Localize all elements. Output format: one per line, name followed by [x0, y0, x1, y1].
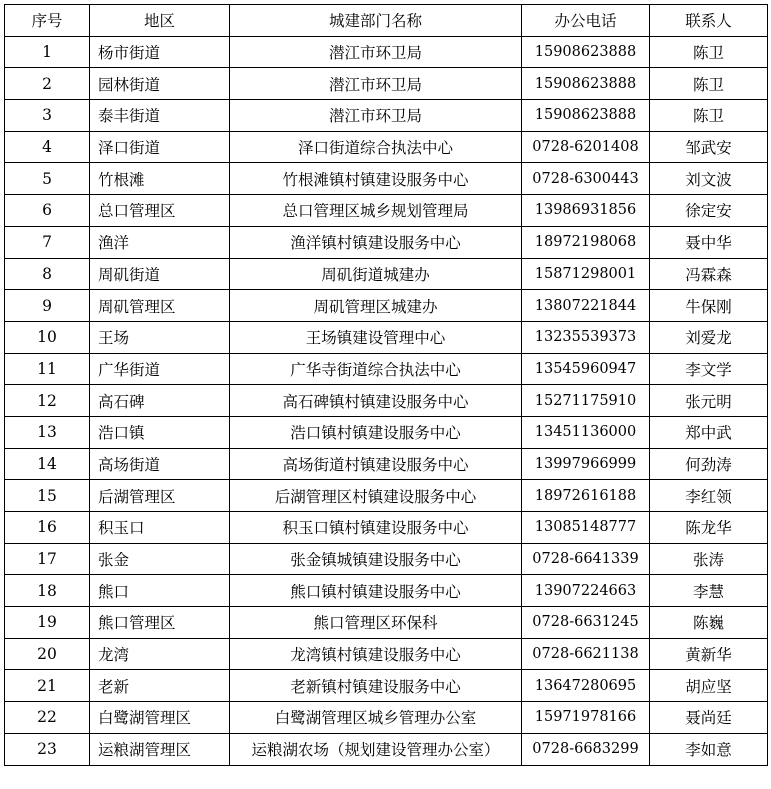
- cell-index: 14: [5, 448, 90, 480]
- header-index: 序号: [5, 5, 90, 37]
- cell-department: 周矶街道城建办: [230, 258, 522, 290]
- table-row: [5, 733, 768, 765]
- cell-phone: 13235539373: [522, 321, 650, 353]
- cell-phone: 15908623888: [522, 68, 650, 100]
- cell-department: 后湖管理区村镇建设服务中心: [230, 480, 522, 512]
- table-row: [5, 638, 768, 670]
- cell-index: 8: [5, 258, 90, 290]
- cell-contact: 陈卫: [650, 100, 768, 132]
- cell-index: 15: [5, 480, 90, 512]
- cell-phone: 0728-6621138: [522, 638, 650, 670]
- cell-contact: 张涛: [650, 543, 768, 575]
- table-row: [5, 195, 768, 227]
- cell-index: 20: [5, 638, 90, 670]
- cell-area: 王场: [90, 321, 230, 353]
- table-row: [5, 543, 768, 575]
- table-row: [5, 416, 768, 448]
- table-row: [5, 321, 768, 353]
- cell-department: 总口管理区城乡规划管理局: [230, 195, 522, 227]
- cell-phone: 0728-6641339: [522, 543, 650, 575]
- cell-area: 泽口街道: [90, 131, 230, 163]
- cell-area: 杨市街道: [90, 36, 230, 68]
- cell-contact: 李慧: [650, 575, 768, 607]
- cell-index: 23: [5, 733, 90, 765]
- header-area: 地区: [90, 5, 230, 37]
- cell-phone: 13997966999: [522, 448, 650, 480]
- cell-area: 园林街道: [90, 68, 230, 100]
- cell-index: 9: [5, 290, 90, 322]
- header-row: [5, 5, 768, 37]
- cell-area: 白鹭湖管理区: [90, 702, 230, 734]
- cell-area: 周矶街道: [90, 258, 230, 290]
- cell-contact: 郑中武: [650, 416, 768, 448]
- cell-phone: 0728-6683299: [522, 733, 650, 765]
- cell-index: 6: [5, 195, 90, 227]
- cell-contact: 黄新华: [650, 638, 768, 670]
- cell-area: 高石碑: [90, 385, 230, 417]
- table-row: [5, 670, 768, 702]
- cell-phone: 15908623888: [522, 36, 650, 68]
- cell-contact: 胡应坚: [650, 670, 768, 702]
- cell-contact: 刘爱龙: [650, 321, 768, 353]
- cell-department: 高石碑镇村镇建设服务中心: [230, 385, 522, 417]
- cell-index: 5: [5, 163, 90, 195]
- cell-department: 王场镇建设管理中心: [230, 321, 522, 353]
- cell-index: 19: [5, 607, 90, 639]
- cell-index: 12: [5, 385, 90, 417]
- cell-department: 竹根滩镇村镇建设服务中心: [230, 163, 522, 195]
- cell-department: 渔洋镇村镇建设服务中心: [230, 226, 522, 258]
- cell-department: 浩口镇村镇建设服务中心: [230, 416, 522, 448]
- table-row: [5, 163, 768, 195]
- cell-department: 泽口街道综合执法中心: [230, 131, 522, 163]
- table-row: [5, 36, 768, 68]
- cell-department: 龙湾镇村镇建设服务中心: [230, 638, 522, 670]
- table-row: [5, 512, 768, 544]
- cell-area: 竹根滩: [90, 163, 230, 195]
- cell-contact: 李文学: [650, 353, 768, 385]
- cell-area: 高场街道: [90, 448, 230, 480]
- cell-contact: 李红领: [650, 480, 768, 512]
- cell-contact: 聂中华: [650, 226, 768, 258]
- cell-department: 潜江市环卫局: [230, 100, 522, 132]
- header-phone: 办公电话: [522, 5, 650, 37]
- cell-department: 积玉口镇村镇建设服务中心: [230, 512, 522, 544]
- cell-contact: 陈卫: [650, 68, 768, 100]
- cell-area: 总口管理区: [90, 195, 230, 227]
- cell-phone: 0728-6631245: [522, 607, 650, 639]
- cell-phone: 15971978166: [522, 702, 650, 734]
- cell-department: 运粮湖农场（规划建设管理办公室）: [230, 733, 522, 765]
- cell-phone: 13647280695: [522, 670, 650, 702]
- cell-contact: 聂尚廷: [650, 702, 768, 734]
- cell-phone: 13986931856: [522, 195, 650, 227]
- cell-area: 熊口管理区: [90, 607, 230, 639]
- cell-index: 17: [5, 543, 90, 575]
- cell-index: 21: [5, 670, 90, 702]
- cell-phone: 13085148777: [522, 512, 650, 544]
- cell-contact: 刘文波: [650, 163, 768, 195]
- cell-index: 7: [5, 226, 90, 258]
- cell-department: 老新镇村镇建设服务中心: [230, 670, 522, 702]
- cell-department: 张金镇城镇建设服务中心: [230, 543, 522, 575]
- table-row: [5, 448, 768, 480]
- header-contact: 联系人: [650, 5, 768, 37]
- cell-contact: 牛保刚: [650, 290, 768, 322]
- cell-index: 1: [5, 36, 90, 68]
- table-row: [5, 702, 768, 734]
- cell-department: 潜江市环卫局: [230, 68, 522, 100]
- table-row: [5, 353, 768, 385]
- cell-area: 后湖管理区: [90, 480, 230, 512]
- cell-area: 运粮湖管理区: [90, 733, 230, 765]
- cell-department: 广华寺街道综合执法中心: [230, 353, 522, 385]
- table-body: [5, 36, 768, 765]
- cell-area: 熊口: [90, 575, 230, 607]
- cell-index: 16: [5, 512, 90, 544]
- table-row: [5, 226, 768, 258]
- cell-index: 18: [5, 575, 90, 607]
- table-row: [5, 131, 768, 163]
- cell-contact: 陈龙华: [650, 512, 768, 544]
- cell-index: 3: [5, 100, 90, 132]
- table-row: [5, 100, 768, 132]
- cell-area: 广华街道: [90, 353, 230, 385]
- contact-table: [4, 4, 768, 766]
- cell-phone: 15271175910: [522, 385, 650, 417]
- cell-department: 熊口镇村镇建设服务中心: [230, 575, 522, 607]
- cell-area: 老新: [90, 670, 230, 702]
- cell-index: 10: [5, 321, 90, 353]
- table-row: [5, 575, 768, 607]
- table-row: [5, 258, 768, 290]
- table-row: [5, 480, 768, 512]
- cell-department: 周矶管理区城建办: [230, 290, 522, 322]
- cell-phone: 18972198068: [522, 226, 650, 258]
- cell-contact: 张元明: [650, 385, 768, 417]
- cell-contact: 邹武安: [650, 131, 768, 163]
- cell-department: 高场街道村镇建设服务中心: [230, 448, 522, 480]
- cell-area: 龙湾: [90, 638, 230, 670]
- cell-area: 渔洋: [90, 226, 230, 258]
- cell-phone: 13545960947: [522, 353, 650, 385]
- cell-department: 潜江市环卫局: [230, 36, 522, 68]
- table-row: [5, 385, 768, 417]
- cell-index: 4: [5, 131, 90, 163]
- cell-contact: 徐定安: [650, 195, 768, 227]
- cell-contact: 陈卫: [650, 36, 768, 68]
- cell-contact: 冯霖森: [650, 258, 768, 290]
- table-row: [5, 290, 768, 322]
- cell-phone: 13451136000: [522, 416, 650, 448]
- cell-department: 熊口管理区环保科: [230, 607, 522, 639]
- cell-phone: 13807221844: [522, 290, 650, 322]
- cell-area: 张金: [90, 543, 230, 575]
- cell-area: 周矶管理区: [90, 290, 230, 322]
- cell-phone: 15908623888: [522, 100, 650, 132]
- cell-phone: 0728-6300443: [522, 163, 650, 195]
- table-row: [5, 68, 768, 100]
- cell-phone: 0728-6201408: [522, 131, 650, 163]
- cell-contact: 李如意: [650, 733, 768, 765]
- cell-area: 泰丰街道: [90, 100, 230, 132]
- cell-contact: 何劲涛: [650, 448, 768, 480]
- cell-contact: 陈巍: [650, 607, 768, 639]
- cell-area: 积玉口: [90, 512, 230, 544]
- table-row: [5, 607, 768, 639]
- cell-index: 22: [5, 702, 90, 734]
- cell-department: 白鹭湖管理区城乡管理办公室: [230, 702, 522, 734]
- header-department: 城建部门名称: [230, 5, 522, 37]
- cell-phone: 15871298001: [522, 258, 650, 290]
- cell-index: 13: [5, 416, 90, 448]
- cell-index: 11: [5, 353, 90, 385]
- cell-area: 浩口镇: [90, 416, 230, 448]
- cell-phone: 13907224663: [522, 575, 650, 607]
- cell-phone: 18972616188: [522, 480, 650, 512]
- cell-index: 2: [5, 68, 90, 100]
